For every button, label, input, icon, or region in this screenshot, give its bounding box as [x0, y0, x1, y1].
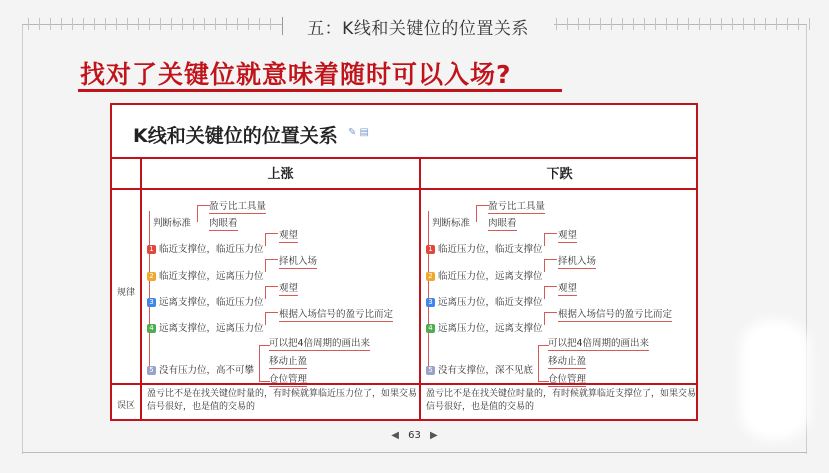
divider-header — [112, 188, 696, 190]
rule-action: 可以把4倍周期的画出来 — [269, 335, 370, 351]
note-up: 盈亏比不是在找关键位时量的，有时候就算临近压力位了，如果交易信号很好，也是值的交易的 — [147, 389, 418, 412]
rule-item: 5 没有压力位，高不可攀 — [147, 362, 254, 376]
next-page-icon[interactable]: ▶ — [430, 430, 438, 441]
blurred-overlay — [740, 320, 810, 440]
rule-item: 2 临近压力位，远离支撑位 — [426, 268, 543, 282]
rule-item: 1 临近压力位，临近支撑位 — [426, 241, 543, 255]
number-badge: 1 — [426, 245, 435, 254]
rule-item: 2 临近支撑位，远离压力位 — [147, 268, 264, 282]
prev-page-icon[interactable]: ◀ — [391, 430, 399, 441]
rule-item: 4 远离压力位，远离支撑位 — [426, 320, 543, 334]
rule-action: 择机入场 — [558, 253, 596, 269]
number-badge: 5 — [426, 366, 435, 375]
divider-middle — [419, 157, 421, 421]
rule-action: 仓位管理 — [548, 371, 586, 387]
divider-rules — [112, 383, 696, 385]
slide-left-border — [22, 24, 23, 454]
rule-item: 4 远离支撑位，远离压力位 — [147, 320, 264, 334]
ruler-ticks-right — [556, 18, 812, 30]
number-badge: 4 — [147, 324, 156, 333]
rule-action: 仓位管理 — [269, 371, 307, 387]
main-title: 找对了关键位就意味着随时可以入场? — [80, 60, 512, 89]
number-badge: 2 — [426, 272, 435, 281]
rule-action: 观望 — [279, 280, 298, 296]
number-badge: 3 — [147, 298, 156, 307]
criteria-item: 盈亏比工具量 — [209, 198, 266, 214]
mindmap-document — [110, 103, 698, 421]
rule-action: 择机入场 — [279, 253, 317, 269]
rule-action: 可以把4倍周期的画出来 — [548, 335, 649, 351]
number-badge: 1 — [147, 245, 156, 254]
rule-item: 3 远离压力位，临近支撑位 — [426, 294, 543, 308]
divider-title — [112, 157, 696, 159]
column-header-down: 下跌 — [546, 167, 573, 182]
row-label-rules: 规律 — [116, 288, 135, 298]
rule-item: 3 远离支撑位，临近压力位 — [147, 294, 264, 308]
number-badge: 4 — [426, 324, 435, 333]
divider-label-col — [140, 157, 142, 421]
rule-action: 观望 — [558, 227, 577, 243]
column-header-up: 上涨 — [267, 167, 294, 182]
note-down: 盈亏比不是在找关键位时量的，有时候就算临近支撑位了，如果交易信号很好，也是值的交易的 — [426, 389, 697, 412]
rule-item: 5 没有支撑位，深不见底 — [426, 362, 533, 376]
rule-action: 移动止盈 — [548, 353, 586, 369]
row-label-errors: 误区 — [116, 401, 135, 411]
doc-title: K线和关键位的位置关系 — [133, 125, 338, 147]
panel-down — [424, 193, 698, 383]
number-badge: 2 — [147, 272, 156, 281]
pager — [0, 430, 829, 442]
rule-item: 1 临近支撑位，临近压力位 — [147, 241, 264, 255]
rule-action: 移动止盈 — [269, 353, 307, 369]
criteria-item: 肉眼看 — [209, 215, 238, 231]
rule-action: 观望 — [279, 227, 298, 243]
number-badge: 5 — [147, 366, 156, 375]
rule-action: 根据入场信号的盈亏比而定 — [558, 306, 672, 322]
criteria-item: 肉眼看 — [488, 215, 517, 231]
number-badge: 3 — [426, 298, 435, 307]
rule-action: 观望 — [558, 280, 577, 296]
title-underline — [78, 89, 562, 92]
panel-up — [145, 193, 419, 383]
slide-bottom-border — [22, 452, 807, 453]
criteria-label: 判断标准 — [432, 218, 471, 229]
section-title: 五：K线和关键位的位置关系 — [282, 14, 554, 39]
rule-action: 根据入场信号的盈亏比而定 — [279, 306, 393, 322]
page-number: 63 — [408, 430, 421, 441]
criteria-item: 盈亏比工具量 — [488, 198, 545, 214]
link-icon: ✎ ▤ — [348, 127, 370, 138]
criteria-label: 判断标准 — [153, 218, 192, 229]
ruler-ticks-left — [28, 18, 280, 30]
